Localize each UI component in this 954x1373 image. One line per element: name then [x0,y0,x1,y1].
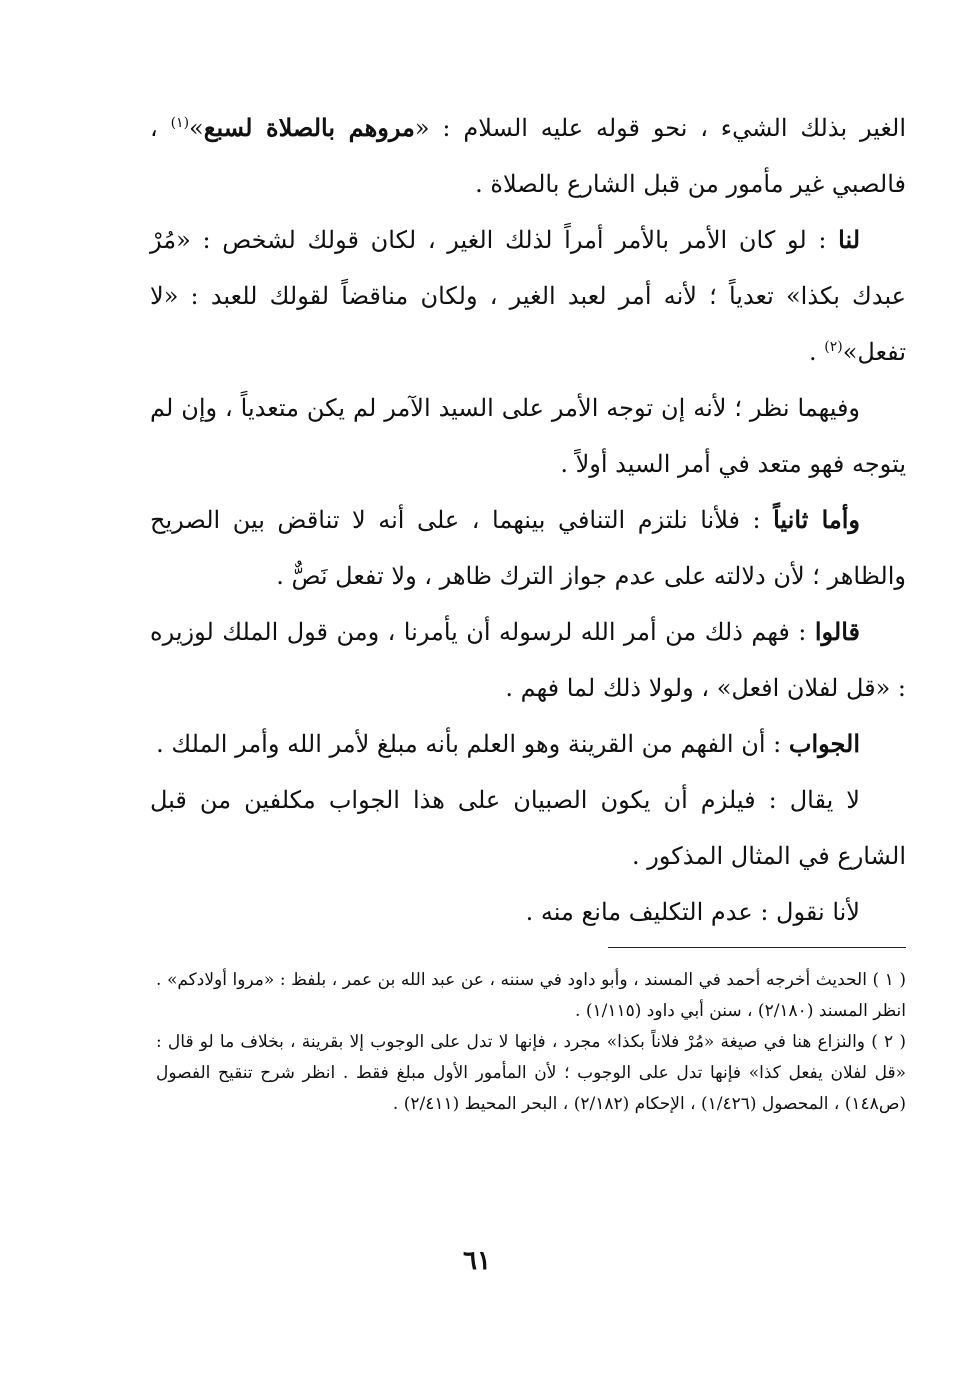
footnote-divider [608,947,906,948]
paragraph-1 [150,100,906,212]
paragraph-7: لا يقال : فيلزم أن يكون الصبيان على هذا الجواب مكلفين من قبل الشارع في المثال المذكور . [150,786,906,870]
p2-text: : لو كان الأمر بالأمر أمراً لذلك الغير ، لكان قولك لشخص : «مُرْ عبدك بكذا» تعدياً ؛ لأنه أمر لعبد الغير ، ولكان مناقضاً لقولك للعبد : «لا تفعل» [150,226,906,366]
p6-text: : أن الفهم من القرينة وهو العلم بأنه مبلغ لأمر الله وأمر الملك . [156,730,789,758]
p1-text-end: ، فالصبي غير مأمور من قبل الشارع بالصلاة . [150,114,906,198]
paragraph-8: لأنا نقول : عدم التكليف مانع منه . [525,898,860,926]
p6-lead: الجواب [788,729,860,758]
hadith-quote: مروهم بالصلاة لسبع [203,113,415,142]
p5-lead: قالوا [814,617,860,646]
p5-text: : فهم ذلك من أمر الله لرسوله أن يأمرنا ، ومن قول الملك لوزيره : «قل لفلان افعل» ، ولولا ذلك لما فهم . [150,618,906,702]
paragraph-4 [150,492,906,604]
footnotes [156,965,906,1120]
p4-lead: وأما ثانياً [773,505,861,534]
paragraph-2 [150,212,906,380]
footnote-1: ( ١ ) الحديث أخرجه أحمد في المسند ، وأبو داود في سننه ، عن عبد الله بن عمر ، بلفظ : «مروا أولادكم» . انظر المسند (٢/١٨٠) ، سنن أبي داود (١/١١٥) . [156,970,906,1021]
p4-text: : فلأنا نلتزم التنافي بينهما ، على أنه لا تناقض بين الصريح والظاهر ؛ لأن دلالته على عدم جواز الترك ظاهر ، ولا تفعل نَصٌّ . [150,506,906,590]
footnote-ref-2: (٢) [824,339,843,355]
p1-text-start: الغير بذلك الشيء ، نحو قوله عليه السلام : « [414,114,907,142]
paragraph-3: وفيهما نظر ؛ لأنه إن توجه الأمر على السيد الآمر لم يكن متعدياً ، وإن لم يتوجه فهو متعد في أمر السيد أولاً . [150,394,906,478]
p2-end: . [809,338,825,366]
p1-quote-close: » [189,114,204,142]
footnote-ref-1: (١) [170,115,190,131]
footnote-2: ( ٢ ) والنزاع هنا في صيغة «مُرْ فلاناً بكذا» مجرد ، فإنها لا تدل على الوجوب إلا بقرينة ، بخلاف ما لو قال : «قل لفلان يفعل كذا» فإنها تدل على الوجوب ؛ لأن المأمور الأول مبلغ فقط . انظر شرح تنقيح الفصول (ص١٤٨) ، المحصول (١/٤٢٦) ، الإحكام (٢/١٨٢) ، البحر المحيط (٢/٤١١) . [156,1032,906,1114]
page-number: ٦١ [463,1246,491,1276]
paragraph-6 [150,716,906,772]
paragraph-5 [150,604,906,716]
p2-lead: لنا [838,225,861,254]
main-text [150,100,906,940]
